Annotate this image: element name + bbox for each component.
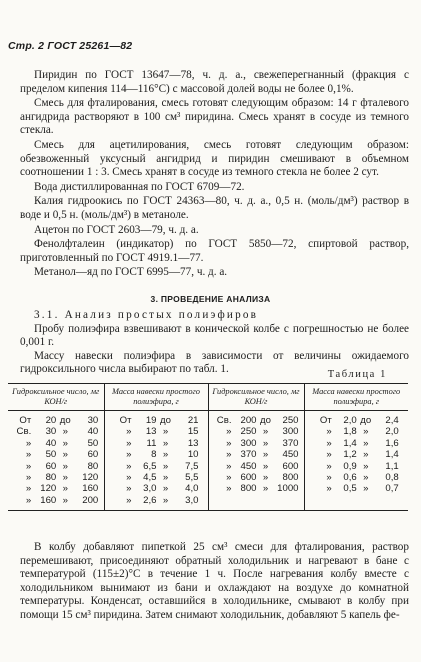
- cell-value: до: [59, 415, 71, 426]
- cell-value: 4,0: [185, 483, 199, 495]
- cell-value: 21: [187, 415, 199, 426]
- cell-value: »: [226, 426, 232, 438]
- cell-value: »: [262, 449, 269, 461]
- cell-value: »: [226, 437, 232, 449]
- table-row: [8, 472, 408, 483]
- cell-value: »: [326, 472, 332, 484]
- cell-value: »: [363, 426, 369, 438]
- cell-value: »: [126, 494, 132, 506]
- cell-value: »: [25, 460, 32, 472]
- table-cell: [104, 449, 208, 460]
- cell-value: »: [126, 472, 132, 484]
- cell-value: »: [162, 494, 169, 506]
- cell-value: 2,4: [385, 415, 399, 426]
- cell-value: 5,5: [185, 472, 199, 484]
- cell-value: 250: [240, 426, 257, 438]
- cell-value: »: [162, 460, 169, 472]
- cell-value: 40: [87, 426, 99, 438]
- table-cell: [208, 483, 304, 494]
- cell-value: »: [226, 483, 232, 495]
- column-header: Гидроксильное число, мг КОН/г: [8, 384, 104, 411]
- procedure-text: [20, 541, 409, 623]
- cell-value: 1,6: [385, 437, 399, 449]
- cell-value: »: [363, 483, 369, 495]
- cell-value: »: [62, 483, 68, 495]
- cell-value: 30: [45, 426, 57, 438]
- procedure-paragraph: В колбу добавляют пипеткой 25 см³ смеси для фталирования, раствор перемешивают, присоединяют обратный холодильник и нагревают в бане с температурой (115±2)°С в течение 1 ч. После нагревания колбу вместе с холодильником вынимают из бани и охлаждают на воздухе до комнатной температуры. Конденсат, оставшийся в холодильнике, смывают в колбу при помощи 15 см³ пиридина. Затем снимают холодильник, добавляют 5 капель фе-: [20, 541, 409, 621]
- cell-value: »: [62, 460, 68, 472]
- column-header: Масса навески простого полиэфира, г: [104, 384, 208, 411]
- cell-value: От: [119, 415, 132, 426]
- cell-value: 8: [151, 449, 157, 461]
- cell-value: »: [363, 472, 369, 484]
- table-cell: [208, 438, 304, 449]
- table-cell: [8, 495, 104, 511]
- reagent-paragraph: Смесь для ацетилирования, смесь готовят следующим образом: обезвоженный уксусный ангидрид и пиридин смешивают в объемном соотношении 1 : 3. Смесь хранят в сосуде из темного стекла не более 2 сут.: [20, 138, 409, 179]
- cell-value: 800: [240, 483, 257, 495]
- cell-value: 80: [45, 472, 57, 484]
- table-cell: [304, 461, 408, 472]
- cell-value: 30: [87, 415, 99, 426]
- table-caption: Таблица 1: [327, 369, 387, 380]
- cell-value: »: [326, 426, 332, 438]
- table-cell: [304, 483, 408, 494]
- subsection-paragraph: Массу навески полиэфира в зависимости от величины ожидаемого гидроксильного числа выбирают по табл. 1.: [20, 349, 409, 376]
- cell-value: 450: [282, 449, 299, 461]
- cell-value: 1,1: [385, 460, 399, 472]
- table-cell: [104, 495, 208, 511]
- cell-value: »: [262, 483, 269, 495]
- sample-mass-table: [8, 383, 408, 511]
- table-cell: [8, 438, 104, 449]
- cell-value: От: [319, 415, 332, 426]
- cell-value: 3,0: [185, 494, 199, 506]
- table-row: [8, 483, 408, 494]
- table-row: [8, 426, 408, 437]
- cell-value: »: [262, 460, 269, 472]
- cell-value: »: [363, 460, 369, 472]
- cell-value: »: [126, 426, 132, 438]
- cell-value: 200: [82, 494, 99, 506]
- table-cell: [104, 411, 208, 427]
- cell-value: 450: [240, 460, 257, 472]
- cell-value: 3,0: [143, 483, 157, 495]
- cell-value: 80: [87, 460, 99, 472]
- table-cell: [208, 449, 304, 460]
- cell-value: »: [226, 449, 232, 461]
- reagent-paragraph: Ацетон по ГОСТ 2603—79, ч. д. а.: [34, 223, 199, 236]
- cell-value: »: [326, 449, 332, 461]
- table-cell: [208, 426, 304, 437]
- table-cell: [304, 495, 408, 511]
- reagent-paragraph: Фенолфталеин (индикатор) по ГОСТ 5850—72, спиртовой раствор, приготовленный по ГОСТ 4919.1—77.: [20, 238, 409, 264]
- cell-value: »: [226, 460, 232, 472]
- cell-value: 1,4: [343, 437, 357, 449]
- cell-value: 0,6: [343, 472, 357, 484]
- table-cell: [104, 483, 208, 494]
- cell-value: 1,8: [343, 426, 357, 438]
- cell-value: »: [326, 437, 332, 449]
- table-row: [8, 438, 408, 449]
- table-cell: [8, 411, 104, 427]
- table-cell: [104, 438, 208, 449]
- cell-value: »: [326, 460, 332, 472]
- cell-value: »: [62, 426, 68, 438]
- table-cell: [208, 411, 304, 427]
- cell-value: 2,0: [343, 415, 357, 426]
- cell-value: »: [62, 494, 68, 506]
- table-cell: [104, 426, 208, 437]
- table-cell: [304, 438, 408, 449]
- cell-value: 15: [187, 426, 199, 438]
- cell-value: 2,6: [143, 494, 157, 506]
- cell-value: »: [162, 472, 169, 484]
- cell-value: »: [126, 449, 132, 461]
- reagent-paragraph: Калия гидроокись по ГОСТ 24363—80, ч. д. а., 0,5 н. (моль/дм³) раствор в воде и 0,5 н. (моль/дм³) в метаноле.: [20, 195, 409, 221]
- cell-value: 160: [82, 483, 99, 495]
- cell-value: 40: [45, 437, 57, 449]
- reagent-paragraph: Метанол—яд по ГОСТ 6995—77, ч. д. а.: [34, 266, 228, 279]
- cell-value: 800: [282, 472, 299, 484]
- cell-value: 60: [45, 460, 57, 472]
- cell-value: до: [360, 415, 372, 426]
- cell-value: »: [25, 472, 32, 484]
- cell-value: »: [262, 437, 269, 449]
- cell-value: »: [25, 449, 32, 461]
- cell-value: »: [25, 494, 32, 506]
- cell-value: Св.: [16, 426, 32, 438]
- reagent-paragraph: Вода дистиллированная по ГОСТ 6709—72.: [34, 180, 245, 193]
- reagent-paragraph: Смесь для фталирования, смесь готовят следующим образом: 14 г фталевого ангидрида растворяют в 100 см³ пиридина. Смесь хранят в сосуде из темного стекла.: [20, 97, 409, 137]
- cell-value: 300: [240, 437, 257, 449]
- cell-value: 60: [87, 449, 99, 461]
- table-row: [8, 495, 408, 511]
- reagent-paragraph: Пиридин по ГОСТ 13647—78, ч. д. а., свежеперегнанный (фракция с пределом кипения 114—116°С) с массовой долей воды не более 0,1%.: [20, 69, 409, 95]
- table-cell: [8, 426, 104, 437]
- table-row: [8, 449, 408, 460]
- cell-value: »: [226, 472, 232, 484]
- cell-value: 20: [45, 415, 57, 426]
- table-cell: [104, 472, 208, 483]
- table-cell: [8, 461, 104, 472]
- table-cell: [304, 472, 408, 483]
- subsection-heading: 3.1. Анализ простых полиэфиров: [34, 309, 259, 321]
- cell-value: »: [162, 449, 169, 461]
- cell-value: 1,2: [343, 449, 357, 461]
- cell-value: 0,8: [385, 472, 399, 484]
- column-header: Гидроксильное число, мг КОН/г: [208, 384, 304, 411]
- cell-value: 120: [40, 483, 57, 495]
- cell-value: 6,5: [143, 460, 157, 472]
- cell-value: 1,4: [385, 449, 399, 461]
- cell-value: 370: [240, 449, 257, 461]
- table-cell: [304, 426, 408, 437]
- cell-value: »: [62, 437, 68, 449]
- cell-value: 13: [187, 437, 199, 449]
- table-cell: [304, 449, 408, 460]
- cell-value: »: [162, 483, 169, 495]
- table-cell: [8, 483, 104, 494]
- cell-value: »: [162, 437, 169, 449]
- cell-value: »: [363, 437, 369, 449]
- cell-value: до: [160, 415, 171, 426]
- cell-value: Св.: [216, 415, 232, 426]
- table-row: [8, 411, 408, 427]
- cell-value: 10: [187, 449, 199, 461]
- subsection: [20, 309, 409, 377]
- cell-value: »: [126, 483, 132, 495]
- cell-value: 370: [282, 437, 299, 449]
- cell-value: 0,5: [343, 483, 357, 495]
- cell-value: 300: [282, 426, 299, 438]
- cell-value: 4,5: [143, 472, 157, 484]
- cell-value: 160: [40, 494, 57, 506]
- table-cell: [208, 495, 304, 511]
- cell-value: 1000: [277, 483, 299, 495]
- cell-value: »: [126, 437, 132, 449]
- cell-value: »: [62, 449, 68, 461]
- cell-value: »: [262, 472, 269, 484]
- cell-value: до: [260, 415, 271, 426]
- cell-value: 250: [282, 415, 299, 426]
- column-header: Масса навески простого полиэфира, г: [304, 384, 408, 411]
- cell-value: »: [326, 483, 332, 495]
- subsection-paragraph: Пробу полиэфира взвешивают в конической колбе с погрешностью не более 0,001 г.: [20, 322, 409, 349]
- table-cell: [8, 472, 104, 483]
- cell-value: »: [25, 483, 32, 495]
- cell-value: 600: [240, 472, 257, 484]
- cell-value: »: [363, 449, 369, 461]
- cell-value: 200: [240, 415, 257, 426]
- cell-value: »: [162, 426, 169, 438]
- cell-value: От: [19, 415, 32, 426]
- table-cell: [8, 449, 104, 460]
- cell-value: 0,9: [343, 460, 357, 472]
- cell-value: 50: [87, 437, 99, 449]
- cell-value: »: [126, 460, 132, 472]
- cell-value: 11: [146, 437, 157, 449]
- cell-value: 19: [145, 415, 157, 426]
- cell-value: »: [262, 426, 269, 438]
- cell-value: 7,5: [185, 460, 199, 472]
- table-cell: [208, 472, 304, 483]
- table-cell: [304, 411, 408, 427]
- cell-value: 13: [145, 426, 157, 438]
- cell-value: 2,0: [385, 426, 399, 438]
- cell-value: 0,7: [385, 483, 399, 495]
- table-cell: [104, 461, 208, 472]
- cell-value: 600: [282, 460, 299, 472]
- section-title: 3. ПРОВЕДЕНИЕ АНАЛИЗА: [150, 294, 271, 304]
- cell-value: 120: [82, 472, 99, 484]
- page-header: Стр. 2 ГОСТ 25261—82: [8, 40, 133, 52]
- table-row: [8, 461, 408, 472]
- reagents-list: [20, 69, 409, 281]
- cell-value: »: [62, 472, 68, 484]
- table-cell: [208, 461, 304, 472]
- cell-value: 50: [45, 449, 57, 461]
- cell-value: »: [25, 437, 32, 449]
